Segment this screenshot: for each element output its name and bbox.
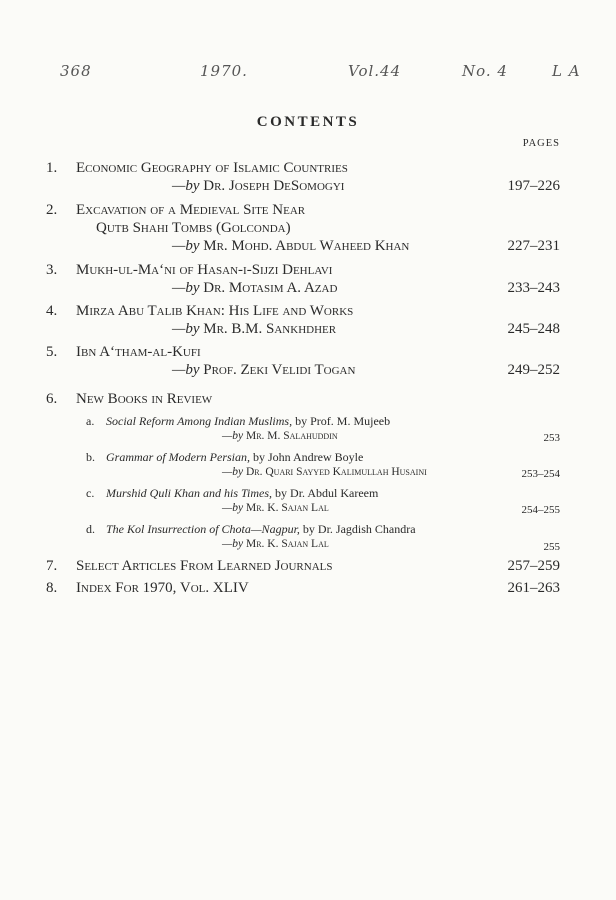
by-prefix: —by — [172, 362, 200, 378]
by-prefix: —by — [222, 430, 244, 442]
by-prefix: —by — [222, 538, 244, 550]
by-prefix: —by — [172, 280, 200, 296]
book-title: Social Reform Among Indian Muslims, — [106, 414, 293, 428]
review-item-title — [86, 450, 363, 465]
entry-author — [172, 178, 344, 195]
reviewer — [222, 430, 338, 442]
handwritten-note: L A — [552, 62, 581, 80]
entry-author — [172, 238, 409, 255]
book-title: Murshid Quli Khan and his Times, — [106, 486, 273, 500]
review-item-title — [86, 414, 390, 429]
entry-author — [172, 321, 336, 338]
by-prefix: —by — [172, 238, 200, 254]
reviewer-name: Mr. K. Sajan Lal — [245, 538, 329, 550]
by-prefix: —by — [172, 178, 200, 194]
entry-number: 2. — [46, 202, 58, 218]
entry-title: New Books in Review — [76, 391, 213, 407]
entry-pages: 245–248 — [507, 321, 560, 337]
entry-title: Economic Geography of Islamic Countries — [76, 160, 348, 176]
review-item-pages: 255 — [543, 541, 560, 553]
review-item-pages: 254–255 — [521, 504, 560, 516]
review-item-pages: 253 — [543, 432, 560, 444]
review-item-letter: d. — [86, 522, 95, 536]
entry-number: 7. — [46, 558, 58, 574]
entry-number: 4. — [46, 303, 58, 319]
entry-number: 5. — [46, 344, 58, 360]
entry-number: 3. — [46, 262, 58, 278]
entry-pages: 233–243 — [507, 280, 560, 296]
entry-number: 6. — [46, 391, 58, 407]
review-item-title — [86, 522, 416, 537]
book-title: Grammar of Modern Persian, — [106, 450, 250, 464]
book-author: by John Andrew Boyle — [250, 450, 364, 464]
book-title: The Kol Insurrection of Chota—Nagpur, — [106, 522, 300, 536]
author-name: Mr. Mohd. Abdul Waheed Khan — [203, 238, 410, 254]
entry-title: Index For 1970, Vol. XLIV — [76, 580, 249, 596]
page-title: CONTENTS — [256, 114, 360, 130]
entry-title-cont: Qutb Shahi Tombs (Golconda) — [96, 220, 291, 236]
book-author: by Dr. Abdul Kareem — [272, 486, 379, 500]
pages-column-heading: PAGES — [522, 138, 560, 149]
entry-pages: 197–226 — [507, 178, 560, 194]
author-name: Mr. B.M. Sankhdher — [203, 321, 337, 337]
review-item-letter: a. — [86, 414, 95, 428]
entry-pages: 249–252 — [507, 362, 560, 378]
handwritten-note: No. 4 — [462, 62, 508, 80]
reviewer-name: Mr. M. Salahuddin — [245, 430, 338, 442]
review-item-letter: c. — [86, 486, 95, 500]
entry-title: Ibn A‘tham-al-Kufi — [76, 344, 201, 360]
entry-title: Select Articles From Learned Journals — [76, 558, 333, 574]
author-name: Dr. Joseph DeSomogyi — [203, 178, 345, 194]
reviewer-name: Dr. Quari Sayyed Kalimullah Husaini — [245, 466, 427, 478]
handwritten-note: 368 — [60, 62, 92, 80]
reviewer-name: Mr. K. Sajan Lal — [245, 502, 329, 514]
handwritten-note: 1970. — [200, 62, 248, 80]
entry-number: 1. — [46, 160, 58, 176]
by-prefix: —by — [222, 466, 244, 478]
by-prefix: —by — [222, 502, 244, 514]
review-item-pages: 253–254 — [521, 468, 560, 480]
entry-title: Excavation of a Medieval Site Near — [76, 202, 306, 218]
reviewer — [222, 466, 427, 478]
reviewer — [222, 502, 329, 514]
entry-pages: 257–259 — [507, 558, 560, 574]
reviewer — [222, 538, 329, 550]
review-item-letter: b. — [86, 450, 95, 464]
entry-author — [172, 362, 355, 379]
entry-author — [172, 280, 337, 297]
entry-title: Mukh-ul-Ma‘ni of Hasan-i-Sijzi Dehlavi — [76, 262, 333, 278]
entry-pages: 261–263 — [507, 580, 560, 596]
entry-title: Mirza Abu Talib Khan: His Life and Works — [76, 303, 354, 319]
author-name: Prof. Zeki Velidi Togan — [203, 362, 356, 378]
entry-number: 8. — [46, 580, 58, 596]
review-item-title — [86, 486, 378, 501]
book-author: by Dr. Jagdish Chandra — [299, 522, 416, 536]
book-author: by Prof. M. Mujeeb — [292, 414, 391, 428]
by-prefix: —by — [172, 321, 200, 337]
entry-pages: 227–231 — [507, 238, 560, 254]
author-name: Dr. Motasim A. Azad — [203, 280, 338, 296]
handwritten-note: Vol.44 — [348, 62, 402, 80]
